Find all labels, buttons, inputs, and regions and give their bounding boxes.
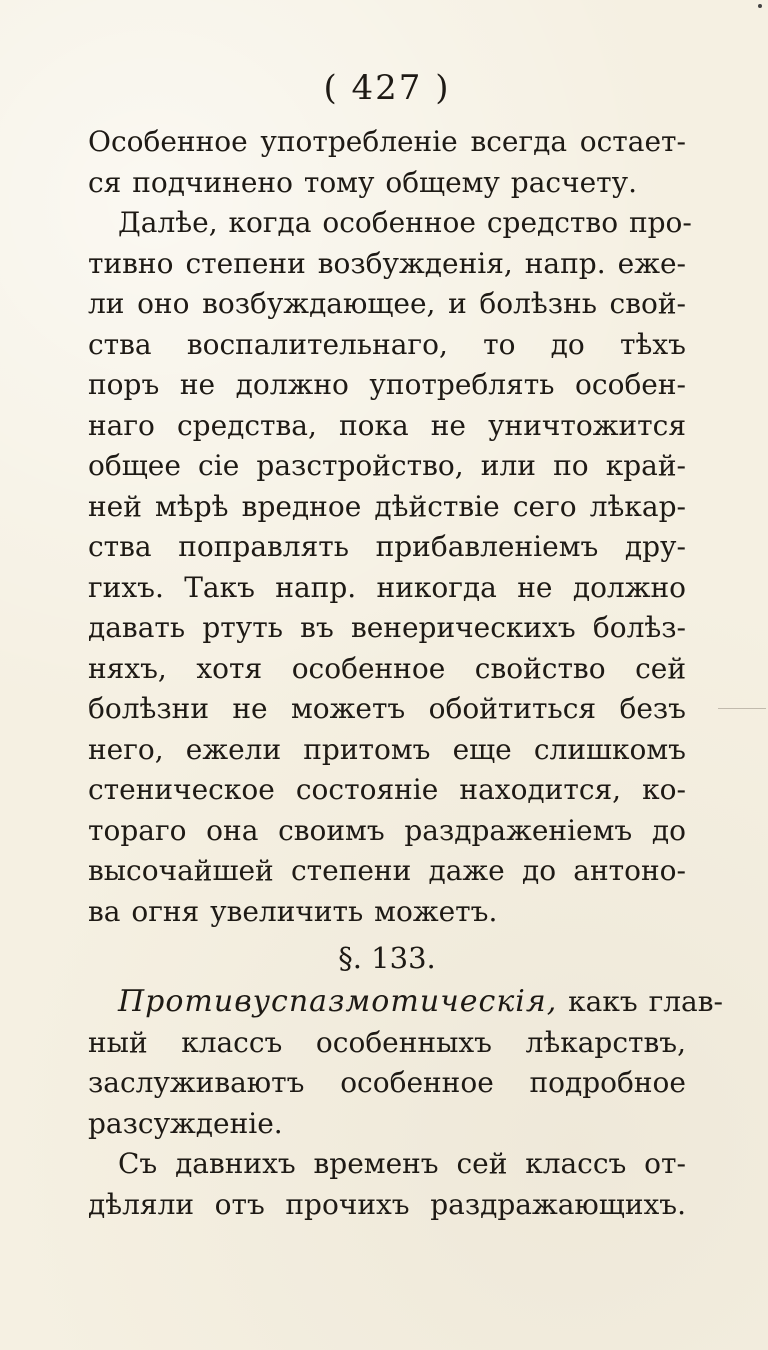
paragraph-4 xyxy=(88,1144,686,1225)
text-line: давать ртуть въ венерическихъ болѣз- xyxy=(88,611,686,644)
text-line: болѣзни не можетъ обойтиться безъ xyxy=(88,692,686,725)
ink-speck xyxy=(758,4,762,8)
page-number: ( 427 ) xyxy=(323,68,451,108)
text-line: стеническое состояніе находится, ко- xyxy=(88,773,686,806)
text-line: Особенное употребленіе всегда остает- xyxy=(88,125,686,158)
text-line: заслуживаютъ особенное подробное xyxy=(88,1066,686,1099)
text-line: ва огня увеличить можетъ. xyxy=(88,894,498,928)
text-line: общее сіе разстройство, или по край- xyxy=(88,449,686,482)
text-line: поръ не должно употреблять особен- xyxy=(88,368,686,401)
text-line: тивно степени возбужденія, напр. еже- xyxy=(88,246,686,280)
margin-mark xyxy=(718,708,766,709)
text-line: высочайшей степени даже до антоно- xyxy=(88,854,686,887)
line-rest: какъ глав- xyxy=(568,985,723,1018)
text-line: Далѣе, когда особенное средство про- xyxy=(118,206,692,239)
text-line xyxy=(88,982,723,1023)
text-line: ся подчинено тому общему расчету. xyxy=(88,165,638,199)
section-heading: §. 133. xyxy=(338,941,436,975)
text-line: ней мѣрѣ вредное дѣйствіе сего лѣкар- xyxy=(88,489,686,523)
text-line: разсужденіе. xyxy=(88,1106,283,1140)
text-line: ства поправлять прибавленіемъ дру- xyxy=(88,530,686,563)
paragraph-3 xyxy=(88,982,723,1144)
text-line: него, ежели притомъ еще слишкомъ xyxy=(88,732,686,766)
text-line: гихъ. Такъ напр. никогда не должно xyxy=(88,570,686,604)
text-line: дѣляли отъ прочихъ раздражающихъ. xyxy=(88,1187,686,1221)
italic-term: Противуспазмотическія, xyxy=(118,984,558,1019)
paragraph-1 xyxy=(88,122,686,203)
text-line: Съ давнихъ временъ сей классъ от- xyxy=(118,1147,686,1180)
text-line: ный классъ особенныхъ лѣкарствъ, xyxy=(88,1025,686,1059)
paragraph-2 xyxy=(88,203,692,932)
text-line: няхъ, хотя особенное свойство сей xyxy=(88,651,686,685)
text-line: тораго она своимъ раздраженіемъ до xyxy=(88,813,686,847)
text-line: ства воспалительнаго, то до тѣхъ xyxy=(88,327,686,361)
text-line: наго средства, пока не уничтожится xyxy=(88,408,686,442)
text-line: ли оно возбуждающее, и болѣзнь свой- xyxy=(88,287,686,320)
